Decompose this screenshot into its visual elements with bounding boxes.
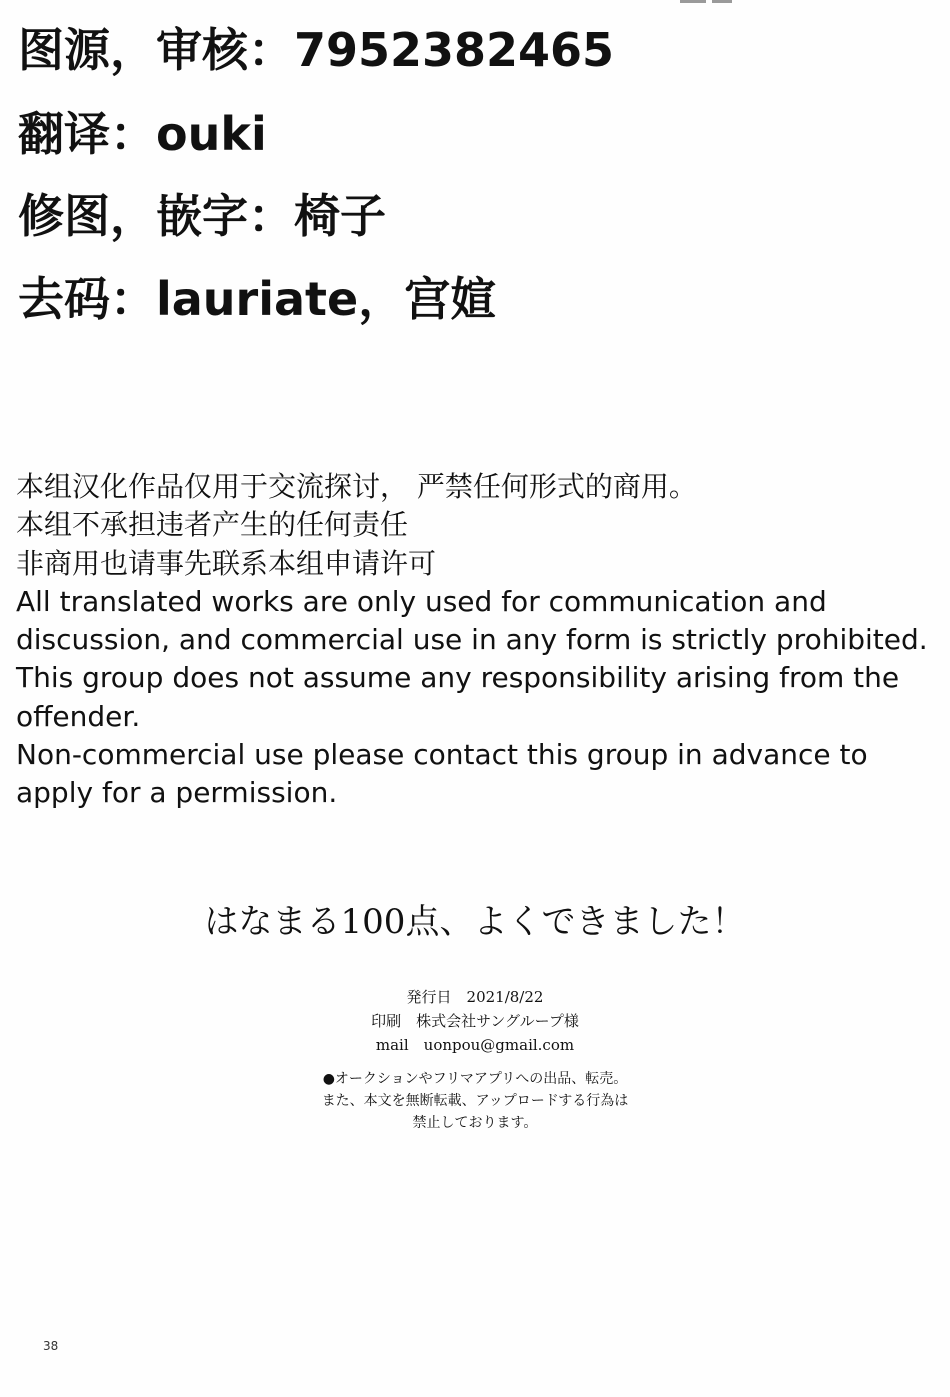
printer-info: 印刷 株式会社サングループ様 bbox=[371, 1012, 579, 1030]
page-number: 38 bbox=[43, 1339, 59, 1353]
disclaimer-notice bbox=[16, 468, 941, 813]
colophon bbox=[0, 985, 950, 1057]
warning-line: 禁止しております。 bbox=[412, 1115, 538, 1131]
scan-edge-mark bbox=[680, 0, 706, 3]
credit-source-review: 图源，审核：7952382465 bbox=[18, 23, 615, 77]
warning-line: ●オークションやフリマアプリへの出品、転売。 bbox=[322, 1071, 628, 1087]
disclaimer-en-paragraph: All translated works are only used for communication and discussion, and commercial use in any form is strictly prohibited. bbox=[16, 584, 928, 657]
disclaimer-en-paragraph: Non-commercial use please contact this group in advance to apply for a permission. bbox=[16, 738, 868, 810]
issue-date: 発行日 2021/8/22 bbox=[406, 988, 544, 1006]
credit-translation: 翻译：ouki bbox=[18, 107, 267, 161]
disclaimer-zh-line: 非商用也请事先联系本组申请许可 bbox=[16, 546, 437, 580]
credit-editing-typesetting: 修图，嵌字：椅子 bbox=[18, 189, 386, 243]
disclaimer-zh-line: 本组汉化作品仅用于交流探讨， 严禁任何形式的商用。 bbox=[16, 470, 697, 503]
disclaimer-zh-line: 本组不承担违者产生的任何责任 bbox=[16, 508, 409, 542]
credit-decensor: 去码：lauriate，宫媗 bbox=[18, 272, 497, 326]
reproduction-warning bbox=[0, 1068, 950, 1134]
warning-line: また、本文を無断転載、アップロードする行為は bbox=[321, 1093, 629, 1109]
contact-mail: mail uonpou@gmail.com bbox=[375, 1036, 575, 1054]
disclaimer-en-paragraph: This group does not assume any responsibility arising from the offender. bbox=[16, 661, 900, 733]
headline-title: はなまる100点、よくできました！ bbox=[204, 902, 746, 942]
scan-edge-mark bbox=[712, 0, 732, 3]
